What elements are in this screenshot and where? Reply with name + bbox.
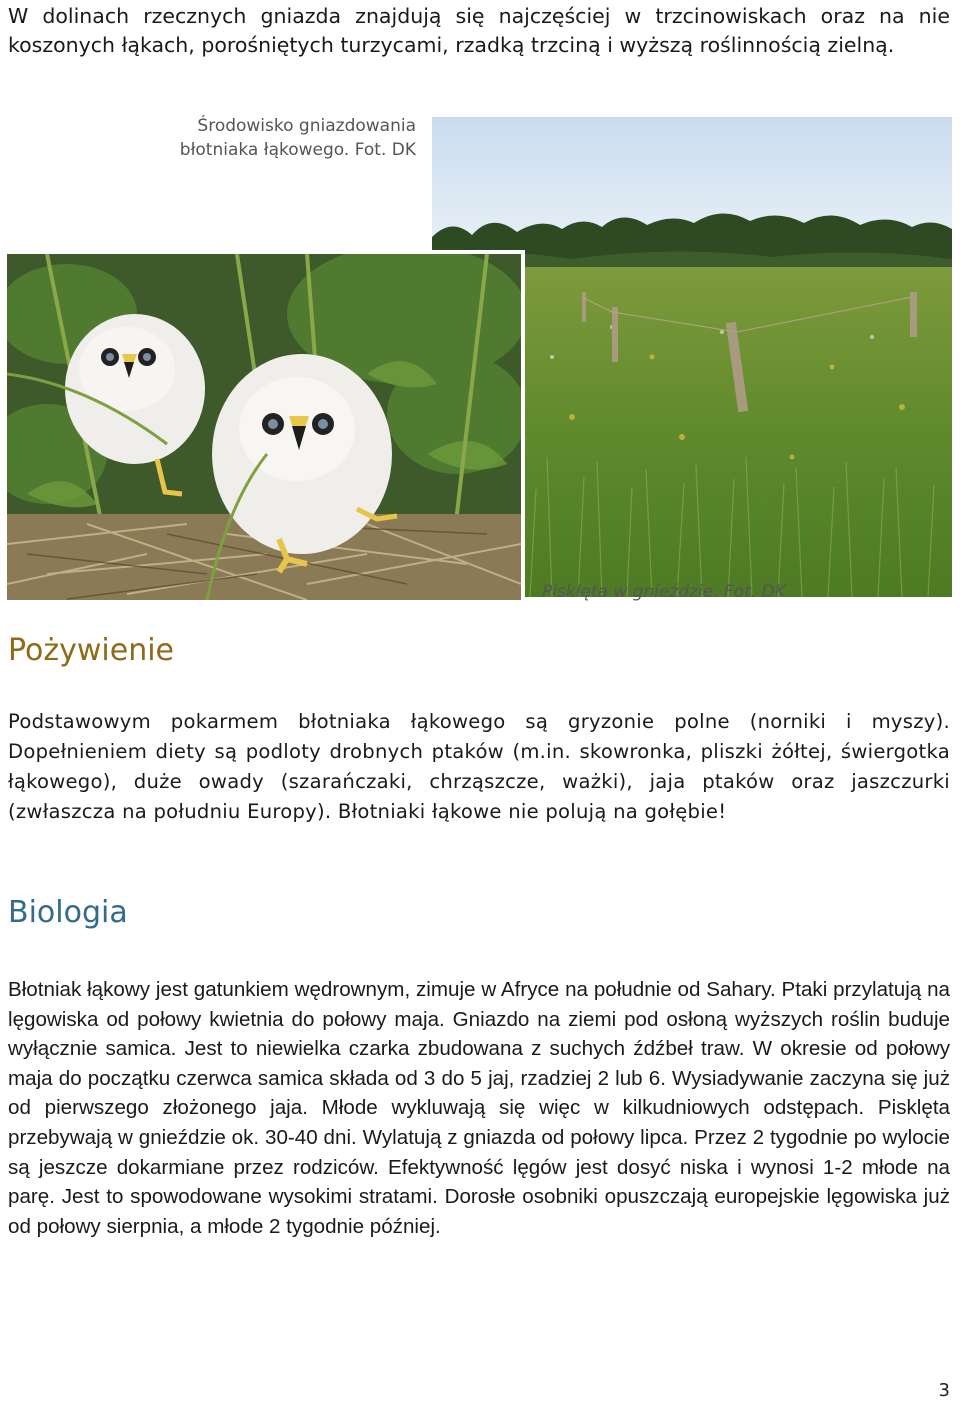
- page-number: 3: [938, 1380, 950, 1401]
- chicks-photo-caption: Pisklęta w gnieździe. Fot. DK: [542, 582, 786, 602]
- biology-section-heading: Biologia: [8, 895, 128, 930]
- chicks-in-nest-photo: [7, 250, 525, 600]
- meadow-photo-caption: Środowisko gniazdowania błotniaka łąkowego. Fot. DK: [179, 116, 416, 160]
- food-section-heading: Pożywienie: [8, 633, 175, 668]
- food-paragraph: Podstawowym pokarmem błotniaka łąkowego są gryzonie polne (norniki i myszy). Dopełnieniem diety są podloty drobnych ptaków (m.in. skowronka, pliszki żółtej, świergotka łąkowego), duże owady (szarańczaki, chrząszcze, ważki), jaja ptaków oraz jaszczurki (zwłaszcza na południu Europy). Błotniaki łąkowe nie polują na gołębie!: [8, 710, 950, 823]
- intro-paragraph: W dolinach rzecznych gniazda znajdują się najczęściej w trzcinowiskach oraz na nie koszonych łąkach, porośniętych turzycami, rzadką trzciną i wyższą roślinnością zielną.: [8, 4, 950, 57]
- biology-paragraph: Błotniak łąkowy jest gatunkiem wędrownym, zimuje w Afryce na południe od Sahary. Ptaki przylatują na lęgowiska od połowy kwietnia do połowy maja. Gniazdo na ziemi pod osłoną wyższych roślin buduje wyłącznie samica. Jest to niewielka czarka zbudowana z suchych źdźbeł traw. W okresie od połowy maja do początku czerwca samica składa od 3 do 5 jaj, rzadziej 2 lub 6. Wysiadywanie zaczyna się już od pierwszego złożonego jaja. Młode wykluwają się więc w kilkudniowych odstępach. Pisklęta przebywają w gnieździe ok. 30-40 dni. Wylatują z gniazda od połowy lipca. Przez 2 tygodnie po wylocie są jeszcze dokarmiane przez rodziców. Efektywność lęgów jest dosyć niska i wynosi 1-2 młode na parę. Jest to spowodowane wysokimi stratami. Dorosłe osobniki opuszczają europejskie lęgowiska już od połowy sierpnia, a młode 2 tygodnie później.: [8, 978, 950, 1238]
